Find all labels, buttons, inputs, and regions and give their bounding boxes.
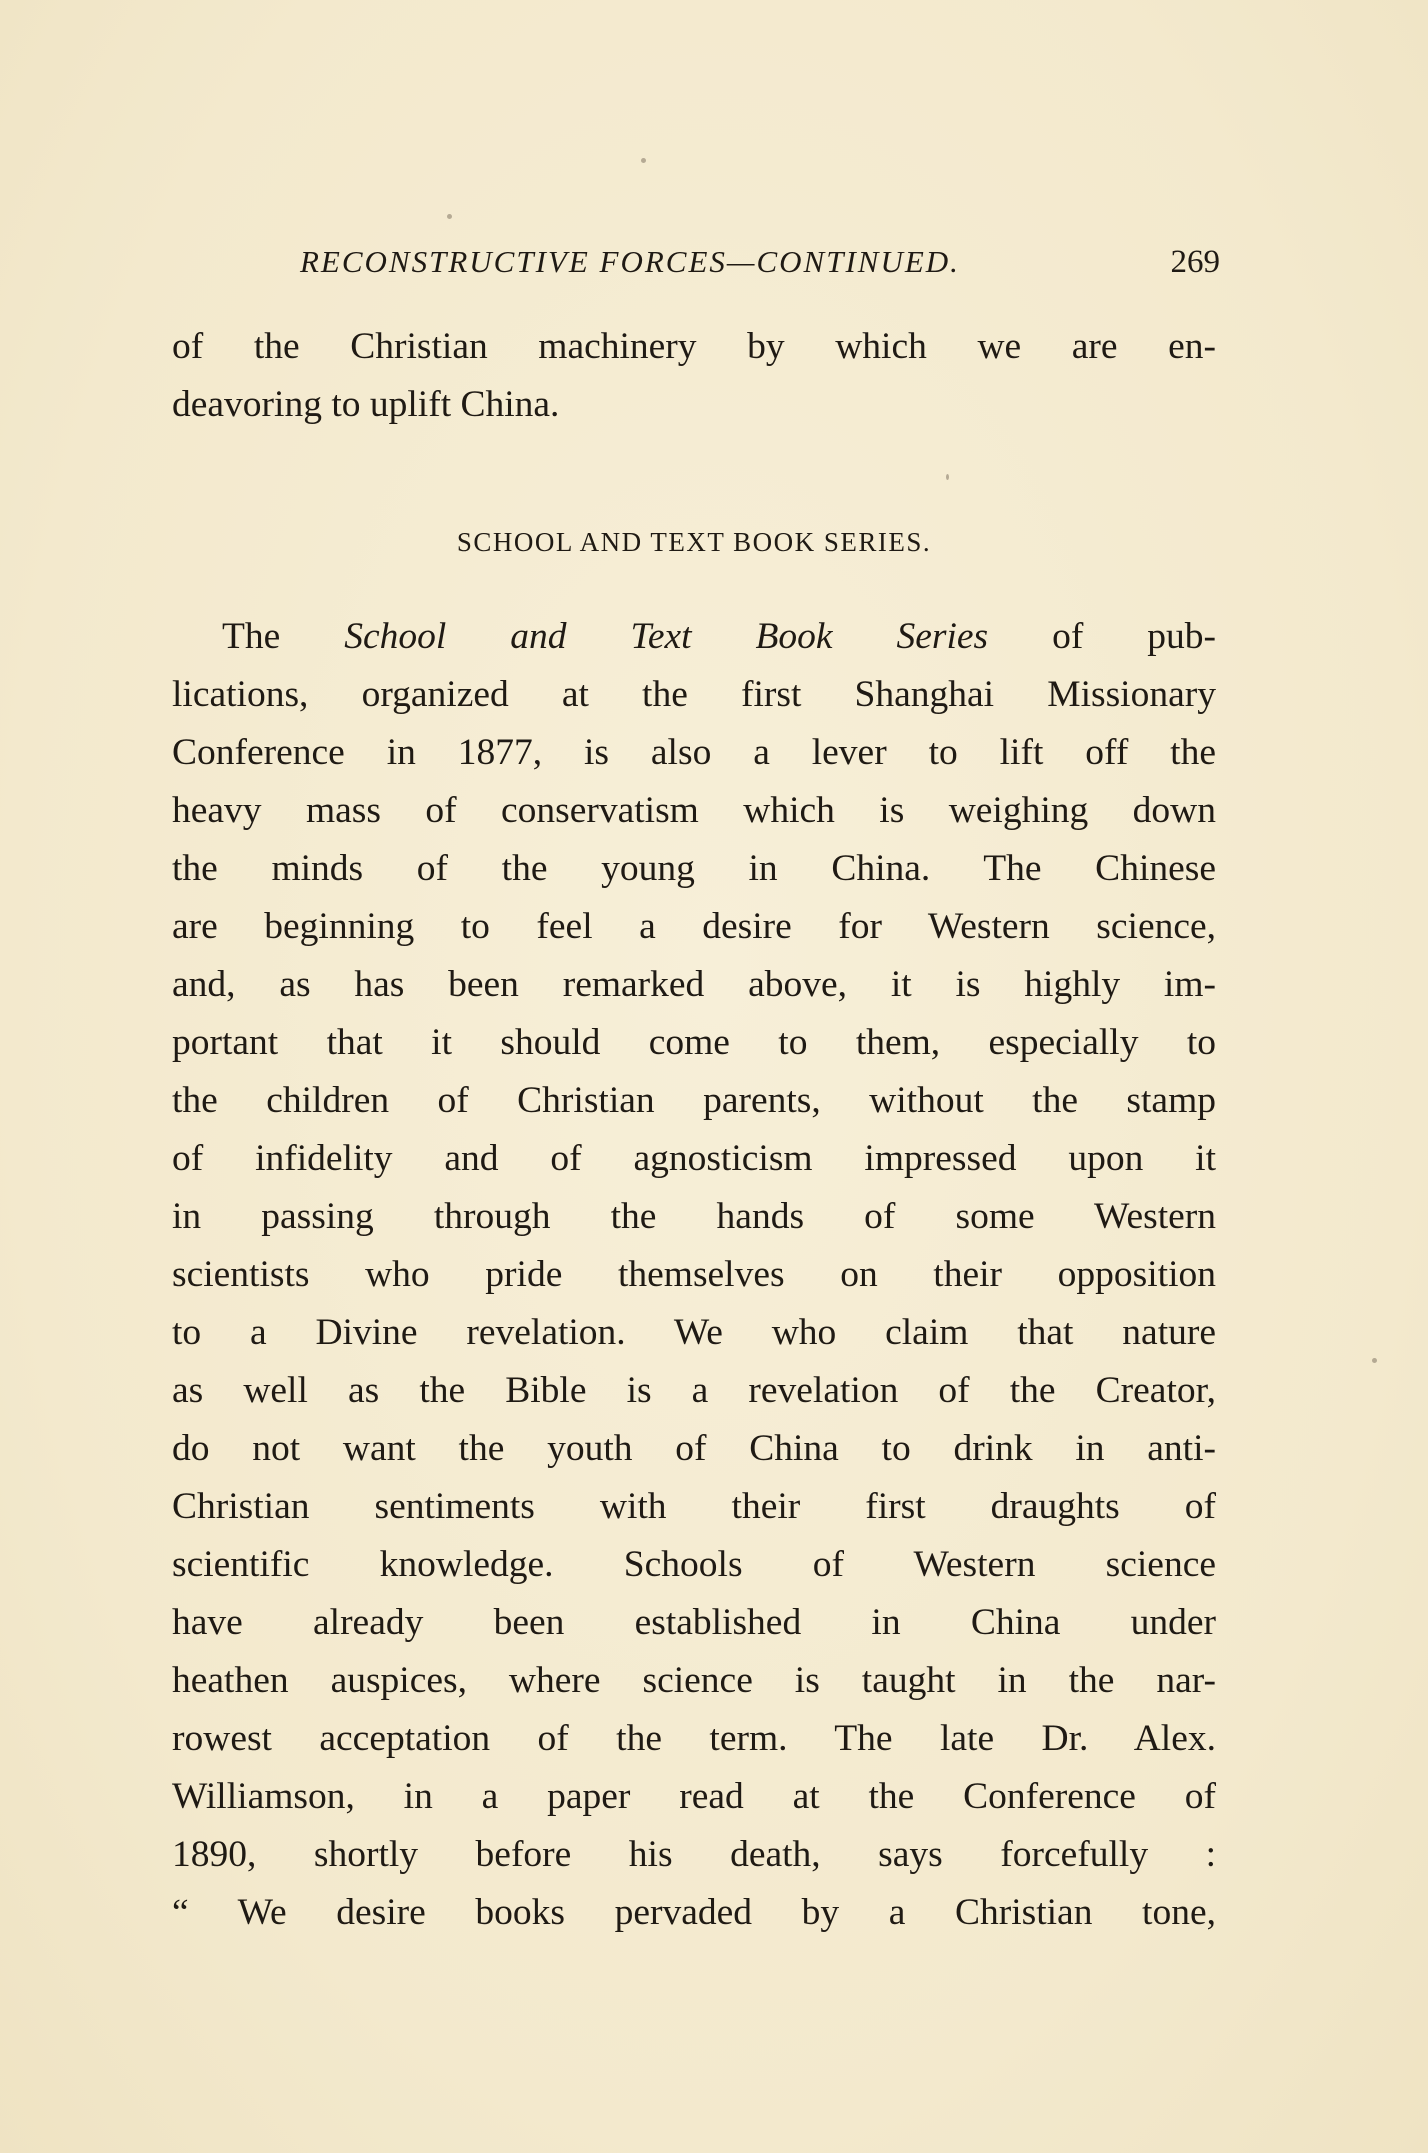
text-line: heathen auspices, where science is taught in the nar- [172, 1660, 1216, 1701]
text-line: do not want the youth of China to drink in anti- [172, 1428, 1216, 1469]
text-line: portant that it should come to them, especially to [172, 1022, 1216, 1063]
paper-speck [1372, 1358, 1377, 1363]
text-line: Conference in 1877, is also a lever to lift off the [172, 732, 1216, 773]
text-line: “ We desire books pervaded by a Christian tone, [172, 1892, 1216, 1933]
paper-speck [641, 158, 646, 163]
text-line: scientific knowledge. Schools of Western science [172, 1544, 1216, 1585]
text-line: are beginning to feel a desire for Western science, [172, 906, 1216, 947]
intro-paragraph [172, 318, 1216, 434]
text-line: the minds of the young in China. The Chinese [172, 848, 1216, 889]
text-line: as well as the Bible is a revelation of the Creator, [172, 1370, 1216, 1411]
text-line-first [172, 608, 1216, 666]
text-line: lications, organized at the first Shanghai Missionary [172, 674, 1216, 715]
body-paragraph [172, 608, 1216, 1942]
text-line: Christian sentiments with their first draughts of [172, 1486, 1216, 1527]
text-line: rowest acceptation of the term. The late Dr. Alex. [172, 1718, 1216, 1759]
paper-speck [946, 474, 949, 480]
running-title: RECONSTRUCTIVE FORCES—CONTINUED. [300, 244, 960, 279]
text-line: scientists who pride themselves on their opposition [172, 1254, 1216, 1295]
page-number: 269 [1170, 244, 1220, 280]
series-title-italic: School and Text Book Series [344, 616, 989, 657]
first-line-start: The [222, 616, 345, 657]
text-line: of the Christian machinery by which we are en- [172, 326, 1216, 367]
text-line: in passing through the hands of some Western [172, 1196, 1216, 1237]
running-header [300, 244, 1220, 288]
section-heading: SCHOOL AND TEXT BOOK SERIES. [456, 527, 932, 557]
text-line: and, as has been remarked above, it is highly im- [172, 964, 1216, 1005]
text-line: 1890, shortly before his death, says forcefully : [172, 1834, 1216, 1875]
text-line: heavy mass of conservatism which is weighing down [172, 790, 1216, 831]
text-line: to a Divine revelation. We who claim that nature [172, 1312, 1216, 1353]
text-line: deavoring to uplift China. [172, 384, 560, 425]
first-line-end: of pub- [988, 616, 1216, 657]
text-line: have already been established in China under [172, 1602, 1216, 1643]
text-line: Williamson, in a paper read at the Conference of [172, 1776, 1216, 1817]
paper-speck [447, 214, 452, 219]
text-line: the children of Christian parents, without the stamp [172, 1080, 1216, 1121]
text-line: of infidelity and of agnosticism impressed upon it [172, 1138, 1216, 1179]
